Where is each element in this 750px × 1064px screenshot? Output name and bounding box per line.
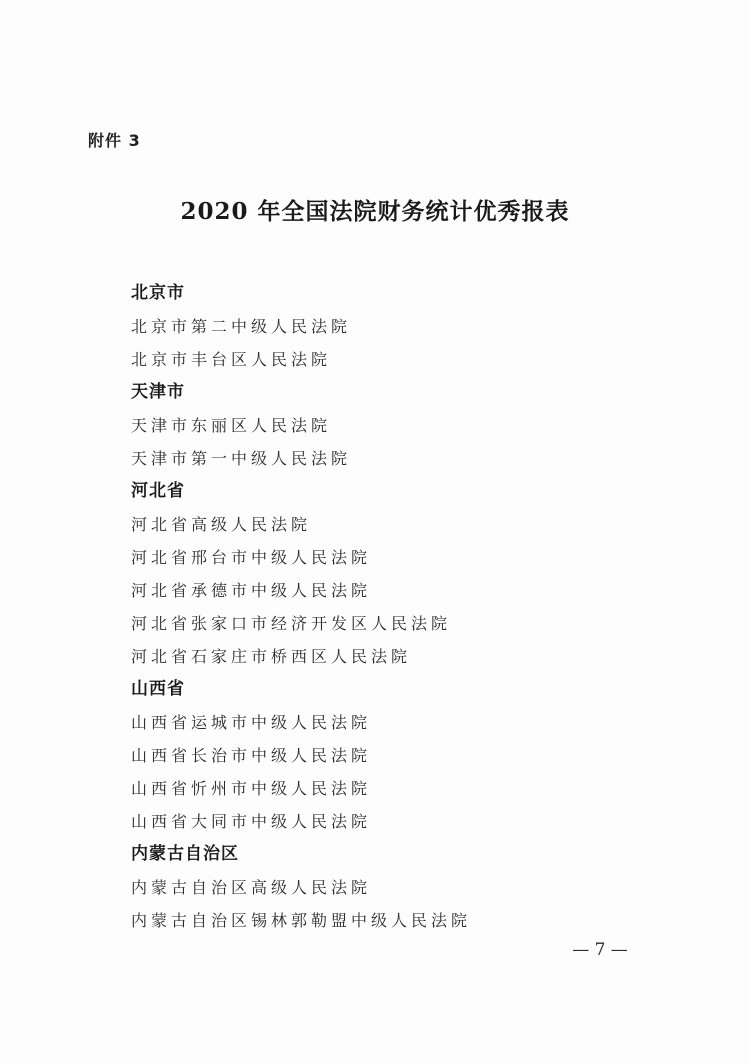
region-heading-tianjin: 天津市 [131, 382, 185, 402]
court-item: 河北省邢台市中级人民法院 [131, 548, 372, 567]
page-number: — 7 — [572, 940, 628, 960]
court-item: 北京市丰台区人民法院 [131, 350, 332, 369]
court-item: 天津市第一中级人民法院 [131, 449, 352, 468]
region-heading-hebei: 河北省 [131, 481, 185, 501]
court-item: 内蒙古自治区锡林郭勒盟中级人民法院 [131, 911, 472, 930]
court-item: 天津市东丽区人民法院 [131, 416, 332, 435]
region-heading-beijing: 北京市 [131, 283, 185, 303]
court-item: 内蒙古自治区高级人民法院 [131, 878, 372, 897]
court-item: 河北省石家庄市桥西区人民法院 [131, 647, 412, 666]
court-item: 山西省忻州市中级人民法院 [131, 779, 372, 798]
document-title: 2020 年全国法院财务统计优秀报表 [180, 198, 570, 225]
court-item: 山西省长治市中级人民法院 [131, 746, 372, 765]
court-item: 河北省张家口市经济开发区人民法院 [131, 614, 452, 633]
court-item: 山西省大同市中级人民法院 [131, 812, 372, 831]
attachment-label: 附件 3 [88, 131, 141, 150]
court-list [131, 277, 691, 937]
region-heading-inner-mongolia: 内蒙古自治区 [131, 844, 239, 864]
court-item: 山西省运城市中级人民法院 [131, 713, 372, 732]
court-item: 河北省承德市中级人民法院 [131, 581, 372, 600]
court-item: 河北省高级人民法院 [131, 515, 312, 534]
court-item: 北京市第二中级人民法院 [131, 317, 352, 336]
region-heading-shanxi: 山西省 [131, 679, 185, 699]
